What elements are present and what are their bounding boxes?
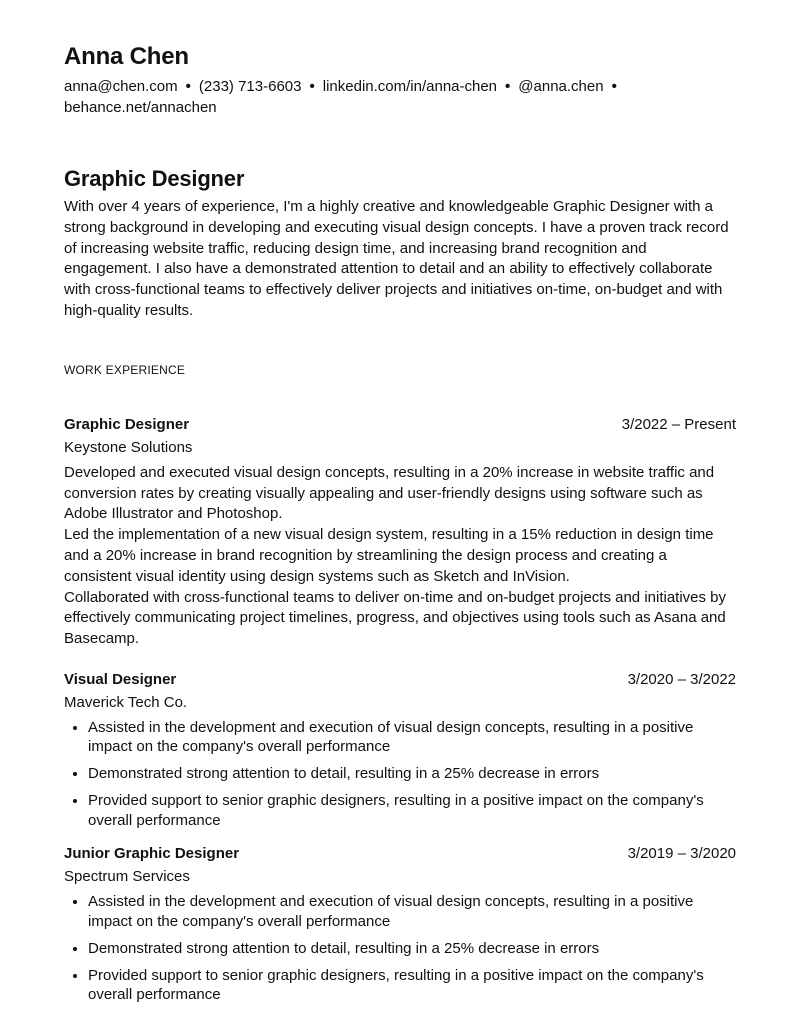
job-entry xyxy=(64,670,736,831)
job-header xyxy=(64,844,736,864)
candidate-name: Anna Chen xyxy=(64,43,189,70)
linkedin-link[interactable]: linkedin.com/in/anna-chen xyxy=(322,78,498,95)
job-title: Visual Designer xyxy=(64,670,177,688)
list-item: • Provided support to senior graphic designers, resulting in a positive impact on the company's overall performance xyxy=(88,966,736,1005)
job-bullet-list xyxy=(64,718,736,831)
job-paragraph: Collaborated with cross-functional teams to deliver on-time and on-budget projects and initiatives by effectively communicating project timelines, progress, and objectives using tools such as Asana and Basecamp. xyxy=(64,588,727,648)
contact-line xyxy=(64,76,736,118)
job-header xyxy=(64,415,736,435)
list-item: • Demonstrated strong attention to detail, resulting in a 25% decrease in errors xyxy=(88,764,736,784)
job-paragraph: Led the implementation of a new visual design system, resulting in a 15% reduction in design time and a 20% increase in brand recognition by streamlining the design process and creating a consistent visual identity using design systems such as Sketch and InVision. xyxy=(64,526,714,585)
phone-number[interactable]: (233) 713-6603 xyxy=(198,78,302,95)
job-title: Junior Graphic Designer xyxy=(64,845,240,863)
contact-separator: • xyxy=(611,78,617,95)
job-title: Graphic Designer xyxy=(64,415,190,433)
social-handle[interactable]: @anna.chen xyxy=(518,78,604,95)
job-description xyxy=(64,463,736,650)
profile-title: Graphic Designer xyxy=(64,166,245,191)
job-entry xyxy=(64,415,736,650)
job-dates: 3/2022 – Present xyxy=(621,415,736,433)
work-experience-heading: WORK EXPERIENCE xyxy=(64,362,186,377)
job-bullet-list xyxy=(64,892,736,1005)
behance-link[interactable]: behance.net/annachen xyxy=(64,99,217,116)
list-item: • Provided support to senior graphic designers, resulting in a positive impact on the company's overall performance xyxy=(88,791,736,830)
contact-separator: • xyxy=(185,78,191,95)
job-company: Spectrum Services xyxy=(64,868,190,886)
job-dates: 3/2019 – 3/2020 xyxy=(627,845,736,863)
job-company: Keystone Solutions xyxy=(64,438,193,456)
list-item: • Demonstrated strong attention to detail, resulting in a 25% decrease in errors xyxy=(88,939,736,959)
contact-separator: • xyxy=(505,78,511,95)
job-entry xyxy=(64,844,736,1005)
job-dates: 3/2020 – 3/2022 xyxy=(627,670,736,688)
list-item: • Assisted in the development and execution of visual design concepts, resulting in a positive impact on the company's overall performance xyxy=(88,892,736,931)
job-company: Maverick Tech Co. xyxy=(64,693,188,711)
job-paragraph: Developed and executed visual design concepts, resulting in a 20% increase in website traffic and conversion rates by creating visually appealing and user-friendly designs using software such as Adobe Illustrator and Photoshop. xyxy=(64,463,715,523)
email-link[interactable]: anna@chen.com xyxy=(64,78,178,95)
contact-separator: • xyxy=(309,78,315,95)
job-header xyxy=(64,670,736,690)
list-item: • Assisted in the development and execution of visual design concepts, resulting in a positive impact on the company's overall performance xyxy=(88,718,736,757)
profile-summary: With over 4 years of experience, I'm a highly creative and knowledgeable Graphic Designer with a strong background in developing and executing visual design concepts. I have a proven track record of increasing website traffic, reducing design time, and increasing brand recognition and engagement. I also have a demonstrated attention to detail and an ability to effectively collaborate with cross-functional teams to effectively deliver projects and initiatives on-time, on-budget and with high-quality results. xyxy=(64,198,729,319)
